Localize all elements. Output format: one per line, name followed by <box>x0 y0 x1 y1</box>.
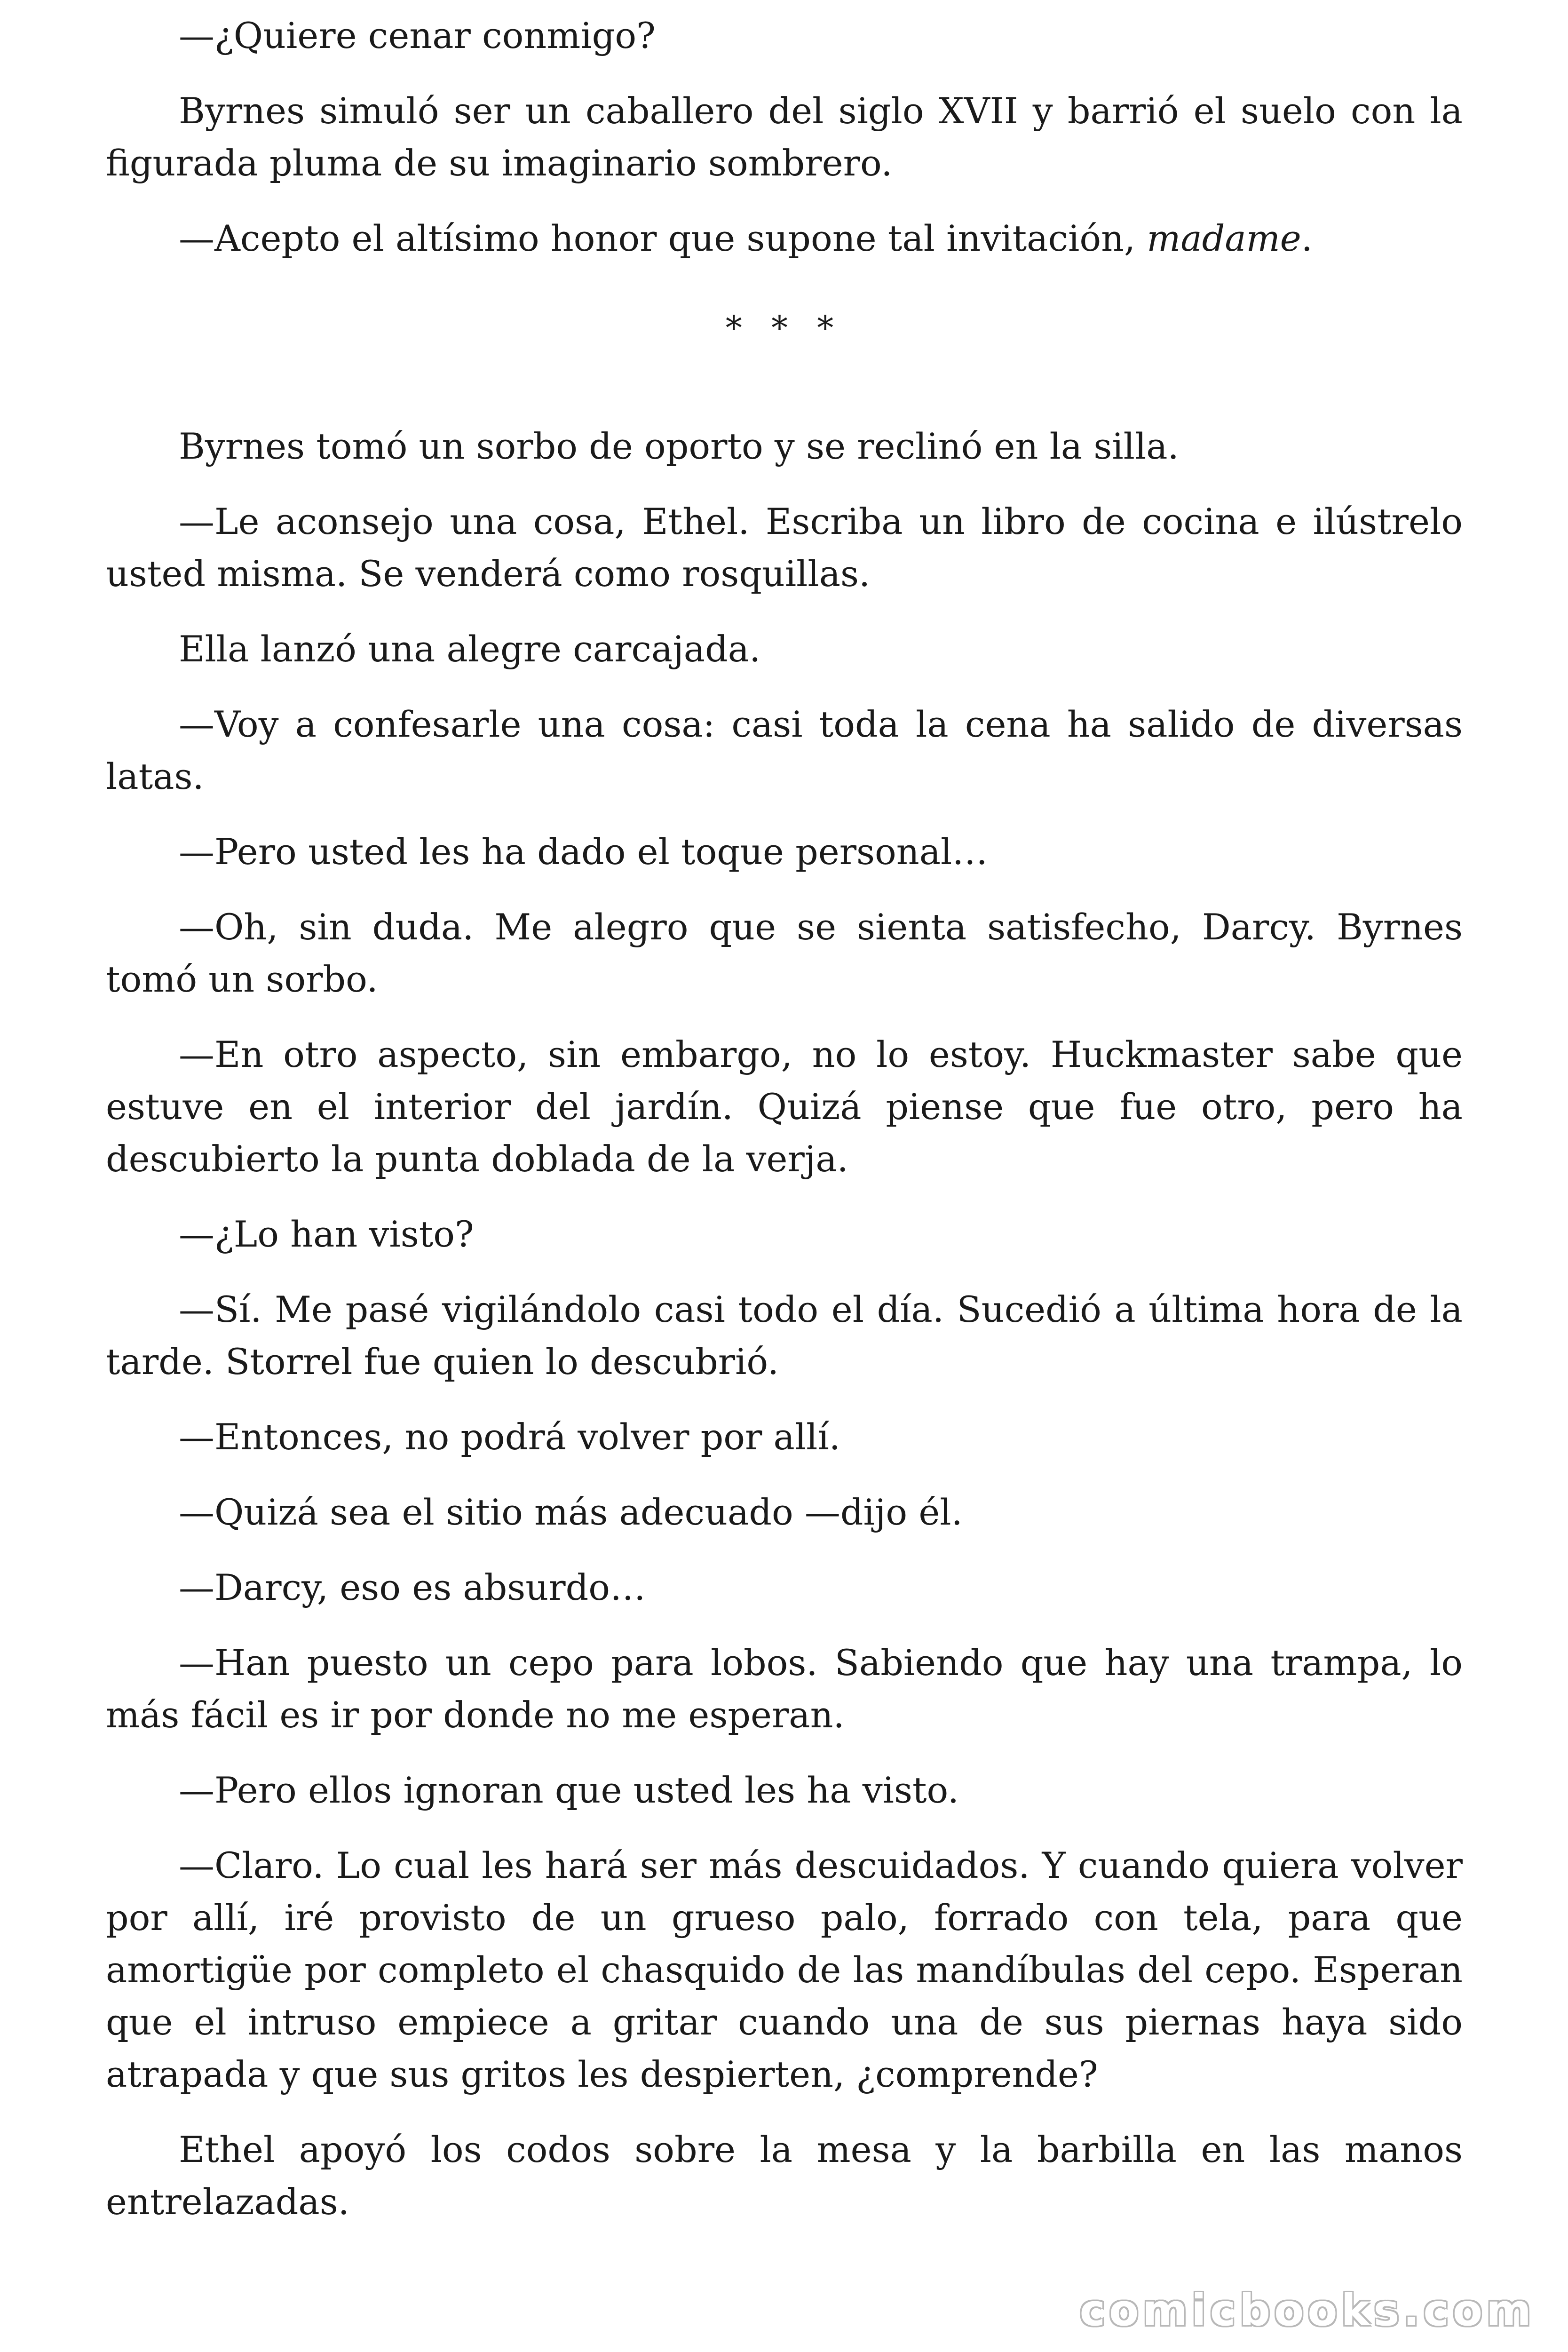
paragraph: Ella lanzó una alegre carcajada. <box>179 628 761 670</box>
section-separator: * * * <box>725 309 843 347</box>
paragraph: —Oh, sin duda. Me alegro que se sienta satisfecho, Darcy. Byrnes tomó un sorbo. <box>106 906 1463 1000</box>
paragraph: Byrnes simuló ser un caballero del siglo XVII y barrió el suelo con la figurada pluma de su imaginario sombrero. <box>106 90 1463 184</box>
paragraph: —¿Lo han visto? <box>179 1213 474 1255</box>
paragraph-text: —Acepto el altísimo honor que supone tal invitación, <box>179 217 1147 259</box>
paragraph: —Darcy, eso es absurdo… <box>179 1566 646 1608</box>
paragraph: —Le aconsejo una cosa, Ethel. Escriba un libro de cocina e ilústrelo usted misma. Se venderá como rosquillas. <box>106 501 1463 595</box>
paragraph <box>106 212 1463 264</box>
paragraph: Ethel apoyó los codos sobre la mesa y la barbilla en las manos entrelazadas. <box>106 2129 1463 2223</box>
paragraph: —Pero ellos ignoran que usted les ha visto. <box>179 1769 959 1811</box>
paragraph: —Voy a confesarle una cosa: casi toda la cena ha salido de diversas latas. <box>106 703 1463 797</box>
paragraph: Byrnes tomó un sorbo de oporto y se reclinó en la silla. <box>179 425 1179 467</box>
paragraph: —Quizá sea el sitio más adecuado —dijo él. <box>179 1491 963 1533</box>
paragraph: —Entonces, no podrá volver por allí. <box>179 1416 840 1458</box>
paragraph: —¿Quiere cenar conmigo? <box>179 15 656 56</box>
paragraph-text: . <box>1301 217 1313 259</box>
paragraph: —Han puesto un cepo para lobos. Sabiendo que hay una trampa, lo más fácil es ir por donde no me esperan. <box>106 1642 1463 1736</box>
paragraph: —Claro. Lo cual les hará ser más descuidados. Y cuando quiera volver por allí, iré provisto de un grueso palo, forrado con tela, para que amortigüe por completo el chasquido de las mandíbulas del cepo. Esperan que el intruso empiece a gritar cuando una de sus piernas haya sido atrapada y que sus gritos les despierten, ¿comprende? <box>106 1844 1463 2095</box>
paragraph: —Pero usted les ha dado el toque personal… <box>179 831 988 873</box>
book-page <box>106 9 1463 2228</box>
paragraph-italic: madame <box>1147 217 1301 259</box>
watermark-logo: comicbooks.com <box>1079 2285 1535 2336</box>
paragraph: —En otro aspecto, sin embargo, no lo estoy. Huckmaster sabe que estuve en el interior del jardín. Quizá piense que fue otro, pero ha descubierto la punta doblada de la verja. <box>106 1033 1463 1180</box>
paragraph: —Sí. Me pasé vigilándolo casi todo el día. Sucedió a última hora de la tarde. Storrel fue quien lo descubrió. <box>106 1288 1463 1383</box>
